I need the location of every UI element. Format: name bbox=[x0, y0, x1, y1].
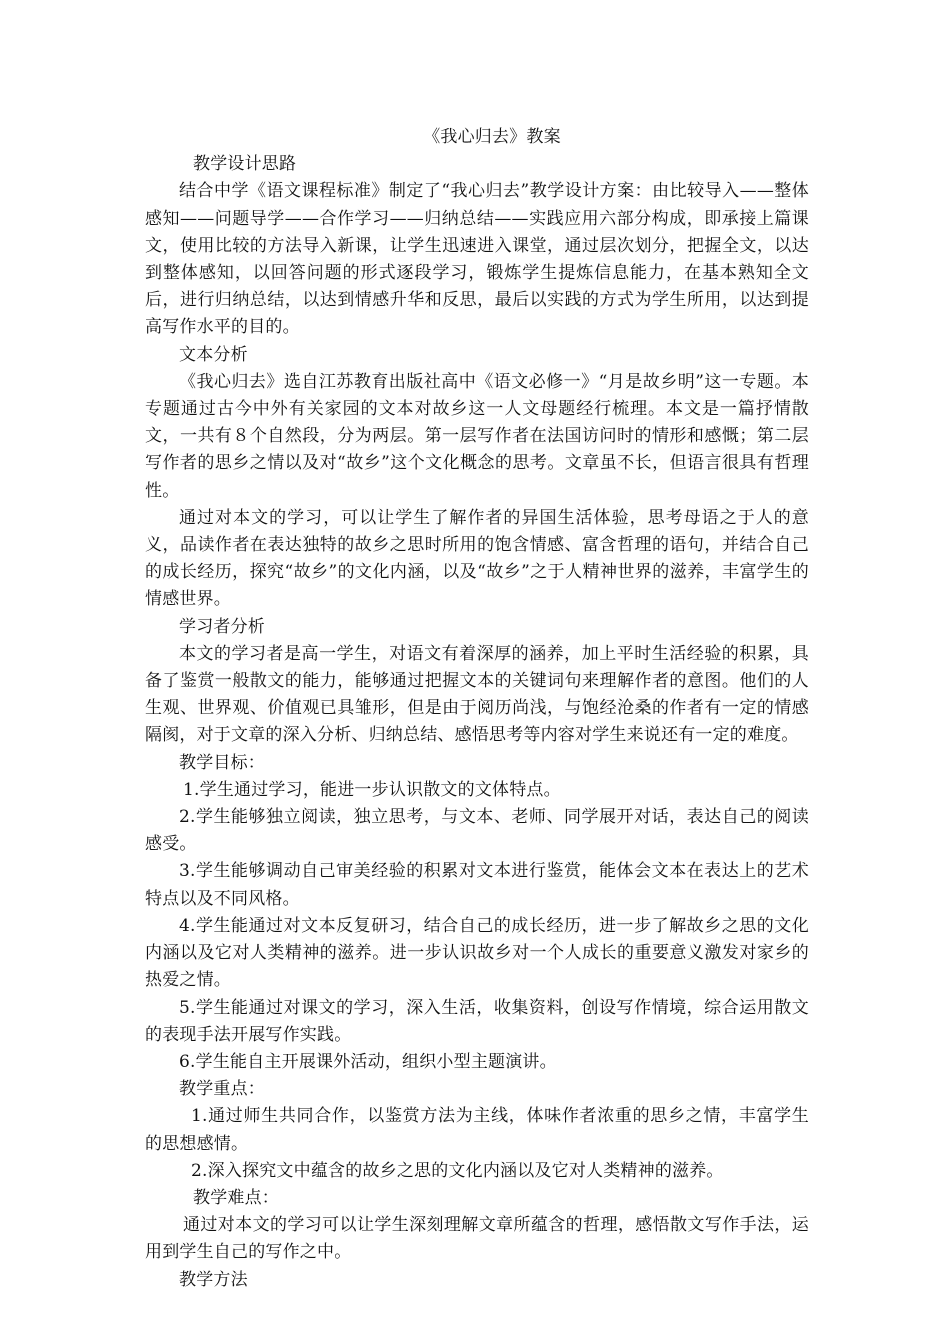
section-heading-difficulties: 教学难点： bbox=[193, 1187, 279, 1208]
document-title: 《我心归去》教案 bbox=[423, 127, 561, 147]
objective-item: 5.学生能通过对课文的学习，深入生活，收集资料，创设写作情境，综合运用散文的表现手法开展写作实践。 bbox=[145, 997, 809, 1045]
paragraph-difficulties: 通过对本文的学习可以让学生深刻理解文章所蕴含的哲理，感悟散文写作手法，运用到学生自己的写作之中。 bbox=[145, 1215, 809, 1263]
objective-item: 4.学生能通过对文本反复研习，结合自己的成长经历，进一步了解故乡之思的文化内涵以及它对人类精神的滋养。进一步认识故乡对一个人成长的重要意义激发对家乡的热爱之情。 bbox=[145, 915, 809, 991]
key-point-item: 2.深入探究文中蕴含的故乡之思的文化内涵以及它对人类精神的滋养。 bbox=[191, 1160, 724, 1181]
key-point-item: 1.通过师生共同合作，以鉴赏方法为主线，体味作者浓重的思乡之情，丰富学生的思想感情。 bbox=[145, 1106, 809, 1154]
section-heading-text-analysis: 文本分析 bbox=[179, 344, 248, 365]
section-heading-methods: 教学方法 bbox=[179, 1269, 248, 1290]
paragraph-design: 结合中学《语文课程标准》制定了“我心归去”教学设计方案：由比较导入——整体感知——问题导学——合作学习——归纳总结——实践应用六部分构成，即承接上篇课文，使用比较的方法导入新课，让学生迅速进入课堂，通过层次划分，把握全文，以达到整体感知，以回答问题的形式逐段学习，锻炼学生提炼信息能力，在基本熟知全文后，进行归纳总结，以达到情感升华和反思，最后以实践的方式为学生所用，以达到提高写作水平的目的。 bbox=[145, 181, 809, 338]
section-heading-objectives: 教学目标： bbox=[179, 752, 265, 773]
objective-item: 1.学生通过学习，能进一步认识散文的文体特点。 bbox=[183, 779, 561, 800]
paragraph-learner-analysis: 本文的学习者是高一学生，对语文有着深厚的涵养，加上平时生活经验的积累，具备了鉴赏一般散文的能力，能够通过把握文本的关键词句来理解作者的意图。他们的人生观、世界观、价值观已具雏形，但是由于阅历尚浅，与饱经沧桑的作者有一定的情感隔阂，对于文章的深入分析、归纳总结、感悟思考等内容对学生来说还有一定的难度。 bbox=[145, 643, 809, 746]
objective-item: 3.学生能够调动自己审美经验的积累对文本进行鉴赏，能体会文本在表达上的艺术特点以及不同风格。 bbox=[145, 861, 809, 909]
document-body bbox=[145, 124, 809, 1294]
objective-item: 6.学生能自主开展课外活动，组织小型主题演讲。 bbox=[179, 1051, 557, 1072]
paragraph-text-analysis-1: 《我心归去》选自江苏教育出版社高中《语文必修一》“月是故乡明”这一专题。本专题通过古今中外有关家园的文本对故乡这一人文母题经行梳理。本文是一篇抒情散文，一共有８个自然段，分为两层。第一层写作者在法国访问时的情形和感慨；第二层写作者的思乡之情以及对“故乡”这个文化概念的思考。文章虽不长，但语言很具有哲理性。 bbox=[145, 371, 809, 501]
section-heading-key-points: 教学重点： bbox=[179, 1079, 265, 1100]
section-heading-learner-analysis: 学习者分析 bbox=[179, 616, 265, 637]
paragraph-text-analysis-2: 通过对本文的学习，可以让学生了解作者的异国生活体验，思考母语之于人的意义，品读作者在表达独特的故乡之思时所用的饱含情感、富含哲理的语句，并结合自己的成长经历，探究“故乡”的文化内涵，以及“故乡”之于人精神世界的滋养，丰富学生的情感世界。 bbox=[145, 507, 809, 610]
objective-item: 2.学生能够独立阅读，独立思考，与文本、老师、同学展开对话，表达自己的阅读感受。 bbox=[145, 807, 809, 855]
section-heading-design: 教学设计思路 bbox=[193, 154, 297, 175]
